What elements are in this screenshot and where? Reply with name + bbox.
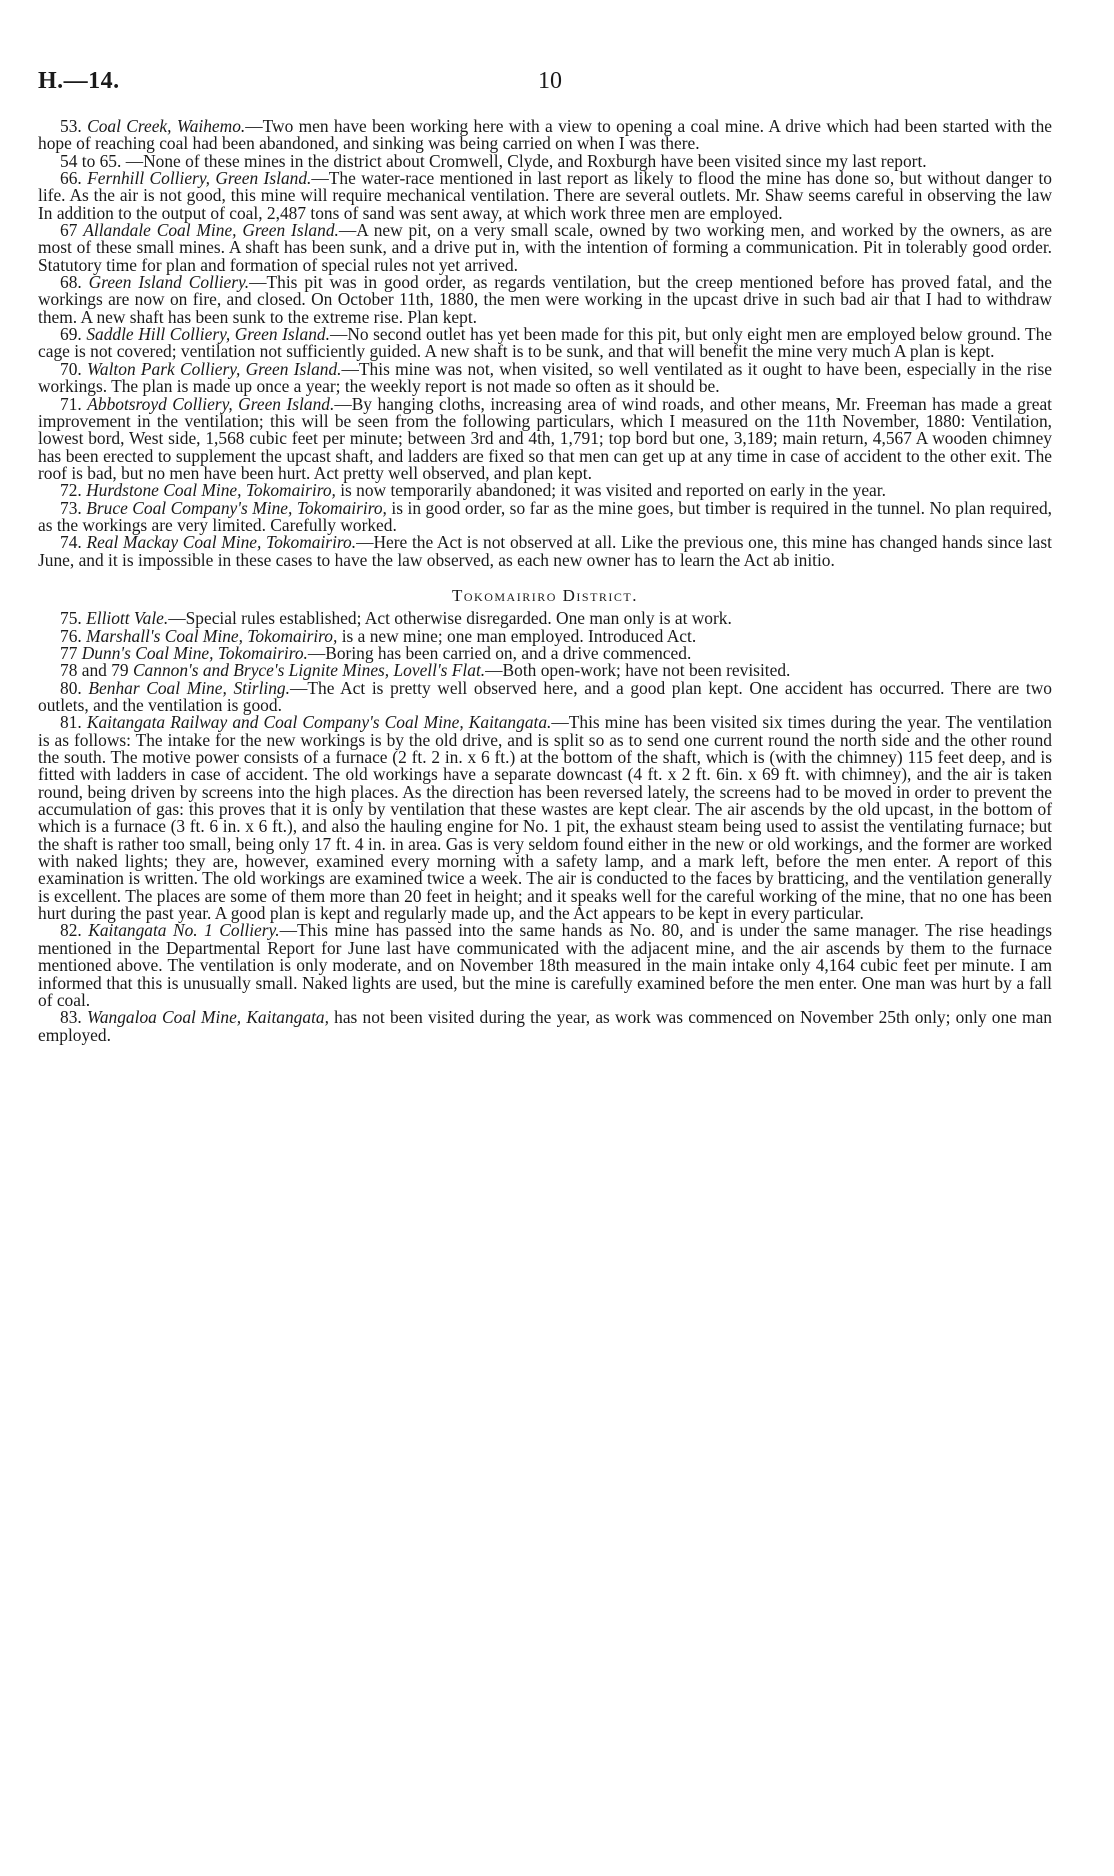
report-paragraph	[38, 714, 1052, 922]
mine-name: Coal Creek, Waihemo.	[87, 116, 246, 136]
paragraph-text: is now temporarily abandoned; it was visited and reported on early in the year.	[335, 480, 886, 501]
paragraph-text: —This mine was not, when visited, so well ventilated as it ought to have been, especially in the rise workings. The plan is made up once a year; the weekly report is not made so often as it should be.	[38, 358, 1052, 397]
paragraph-text: —By hanging cloths, increasing area of wind roads, and other means, Mr. Freeman has made a great improvement in the ventilation; this will be seen from the following particulars, which I measured on the 11th November, 1880: Ventilation, lowest bord, West side, 1,568 cubic feet per minute; between 3rd and 4th, 1,791; top bord but one, 3,189; main return, 4,567 A wooden chimney has been erected to supplement the upcast shaft, and ladders are fixed so that men can get up at any time in case of accident to the other exit. The roof is bad, but no men have been hurt. Act pretty well observed, and plan kept.	[38, 393, 1052, 483]
paragraph-text: —This pit was in good order, as regards ventilation, but the creep mentioned before has proved fatal, and the workings are now on fire, and closed. On October 11th, 1880, the men were working in the upcast drive in such bad air that I had to withdraw them. A new shaft has been sunk to the extreme rise. Plan kept.	[38, 272, 1052, 327]
mine-name: Kaitangata Railway and Coal Company's Coal Mine, Kaitangata.	[86, 712, 552, 733]
page-header	[38, 68, 1078, 98]
paragraph-group-green-island	[38, 118, 1052, 569]
mine-name: Cannon's and Bryce's Lignite Mines, Lovell's Flat.	[132, 660, 486, 681]
paragraph-number: 71.	[60, 393, 82, 414]
mine-name: Walton Park Colliery, Green Island.	[87, 358, 342, 379]
mine-name: Marshall's Coal Mine, Tokomairiro,	[86, 625, 338, 646]
report-paragraph	[38, 222, 1052, 274]
paragraph-number: 67	[60, 220, 78, 241]
paragraph-number: 74.	[60, 532, 82, 553]
paragraph-text: has not been visited during the year, as work was commenced on November 25th only; only one man employed.	[38, 1007, 1052, 1045]
report-paragraph	[38, 393, 1052, 483]
paragraph-number: 75.	[60, 608, 82, 629]
paragraph-number: 77	[60, 642, 78, 663]
mine-name: Hurdstone Coal Mine, Tokomairiro,	[86, 480, 336, 501]
mine-name: Elliott Vale.	[86, 608, 169, 629]
paragraph-number: 83.	[60, 1007, 82, 1028]
mine-name: Abbotsroyd Colliery, Green Island.	[87, 393, 335, 414]
paragraph-text: —Boring has been carried on, and a drive commenced.	[307, 642, 692, 663]
paragraph-text: —Special rules established; Act otherwise disregarded. One man only is at work.	[168, 608, 732, 629]
paragraph-number: 81.	[60, 712, 82, 733]
paragraph-text: —This mine has been visited six times during the year. The ventilation is as follows: The intake for the new workings is by the old drive, and is split so as to send one current round the north side and the other round the south. The motive power consists of a furnace (2 ft. 2 in. x 6 ft.) at the bottom of the shaft, which is (with the chimney) 115 feet deep, and is fitted with ladders in case of accident. The old workings have a separate downcast (4 ft. x 2 ft. 6in. x 69 ft. with chimney), and the air is taken round, being driven by screens into the high places. As the direction has been reversed lately, the screens had to be moved in order to prevent the accumulation of gas: this proves that it is only by ventilation that these wastes are kept clear. The air ascends by the old upcast, in the bottom of which is a furnace (3 ft. 6 in. x 6 ft.), and also the hauling engine for No. 1 pit, the exhaust steam being used to assist the ventilating furnace; but the shaft is rather too small, being only 17 ft. 4 in. in area. Gas is very seldom found either in the new or old workings, and the former are worked with naked lights; they are, however, examined every morning with a safety lamp, and a mark left, before the men enter. A report of this examination is written. The old workings are examined twice a week. The air is conducted to the faces by bratticing, and the ventilation generally is excellent. The places are some of them more than 20 feet in height; and it speaks well for the careful working of the mine, that no one has been hurt during the past year. A good plan is kept and regularly made up, and the Act appears to be kept in every particular.	[38, 712, 1052, 924]
paragraph-number: 68.	[60, 272, 82, 293]
report-paragraph	[38, 534, 1052, 569]
paragraph-number: 66.	[60, 168, 82, 189]
paragraph-number: 53.	[60, 116, 82, 136]
mine-name: Green Island Colliery.	[88, 272, 250, 293]
paragraph-text: —The water-race mentioned in last report as likely to flood the mine has done so, but without danger to life. As the air is not good, this mine will require mechanical ventilation. There are several outlets. Mr. Shaw seems careful in observing the law In addition to the output of coal, 2,487 tons of sand was sent away, at which work three men are employed.	[38, 168, 1052, 223]
page-number: 10	[538, 68, 562, 94]
report-paragraph	[38, 1009, 1052, 1044]
mine-name: Saddle Hill Colliery, Green Island.	[86, 324, 330, 345]
mine-name: Dunn's Coal Mine, Tokomairiro.	[81, 642, 308, 663]
paragraph-text: —Two men have been working here with a view to opening a coal mine. A drive which had been started with the hope of reaching coal had been abandoned, and sinking was being carried on when I was there.	[38, 116, 1052, 154]
report-paragraph	[38, 497, 1052, 535]
paragraph-number: 80.	[60, 677, 82, 698]
paragraph-text: —The Act is pretty well observed here, and a good plan kept. One accident has occurred. There are two outlets, and the ventilation is good.	[38, 677, 1052, 715]
paragraph-number: 70.	[60, 358, 82, 379]
report-paragraph	[38, 358, 1052, 397]
paragraph-text: is in good order, so far as the mine goes, but timber is required in the tunnel. No plan required, as the workings are very limited. Carefully worked.	[38, 497, 1052, 535]
paragraph-number: 54 to 65.	[60, 150, 122, 171]
paragraph-number: 82.	[60, 920, 82, 941]
mine-name: Kaitangata No. 1 Colliery.	[88, 920, 280, 941]
report-paragraph	[38, 922, 1052, 1009]
paragraph-group-tokomairiro	[38, 610, 1052, 1044]
paragraph-text: is a new mine; one man employed. Introduced Act.	[337, 625, 697, 646]
mine-name: Wangaloa Coal Mine, Kaitangata,	[86, 1007, 329, 1028]
paragraph-text: —Both open-work; have not been revisited.	[485, 660, 791, 681]
paragraph-text: —Here the Act is not observed at all. Like the previous one, this mine has changed hands since last June, and it is impossible in these cases to have the law observed, as each new owner has to learn the Act ab initio.	[38, 532, 1052, 570]
paragraph-number: 69.	[60, 324, 82, 345]
mine-name: Allandale Coal Mine, Green Island.	[83, 220, 339, 241]
report-paragraph	[38, 677, 1052, 715]
paragraph-number: 76.	[60, 625, 82, 646]
paragraph-number: 73.	[60, 497, 82, 518]
section-heading: Tokomairiro District.	[452, 585, 638, 605]
paragraph-number: 72.	[60, 480, 82, 501]
document-reference: H.—14.	[38, 68, 120, 94]
mine-name: Benhar Coal Mine, Stirling.	[88, 677, 290, 698]
report-body	[38, 118, 1052, 1044]
paragraph-text: —This mine has passed into the same hands as No. 80, and is under the same manager. The rise headings mentioned in the Departmental Report for June last have communicated with the adjacent mine, and the air ascends by them to the furnace mentioned above. The ventilation is only moderate, and on November 18th measured in the main intake only 4,164 cubic feet per minute. I am informed that this is unusually small. Naked lights are used, but the mine is carefully examined before the men enter. One man was hurt by a fall of coal.	[38, 920, 1052, 1010]
report-paragraph	[38, 326, 1052, 361]
report-paragraph	[38, 118, 1052, 153]
mine-name: Fernhill Colliery, Green Island.	[87, 168, 312, 189]
mine-name: Bruce Coal Company's Mine, Tokomairiro,	[86, 497, 387, 518]
paragraph-number: 78 and 79	[60, 660, 129, 681]
paragraph-text: —No second outlet has yet been made for this pit, but only eight men are employed below ground. The cage is not covered; ventilation not sufficiently guided. A new shaft is to be sunk, and that will benefit the mine very much A plan is kept.	[38, 324, 1052, 362]
report-paragraph	[38, 170, 1052, 222]
mine-name: Real Mackay Coal Mine, Tokomairiro.	[86, 532, 357, 553]
paragraph-text: —None of these mines in the district about Cromwell, Clyde, and Roxburgh have been visited since my last report.	[125, 150, 927, 171]
report-paragraph	[38, 274, 1052, 326]
paragraph-text: —A new pit, on a very small scale, owned by two working men, and worked by the owners, as are most of these small mines. A shaft has been sunk, and a drive put in, with the intention of forming a communication. Pit in tolerably good order. Statutory time for plan and formation of special rules not yet arrived.	[38, 220, 1052, 275]
